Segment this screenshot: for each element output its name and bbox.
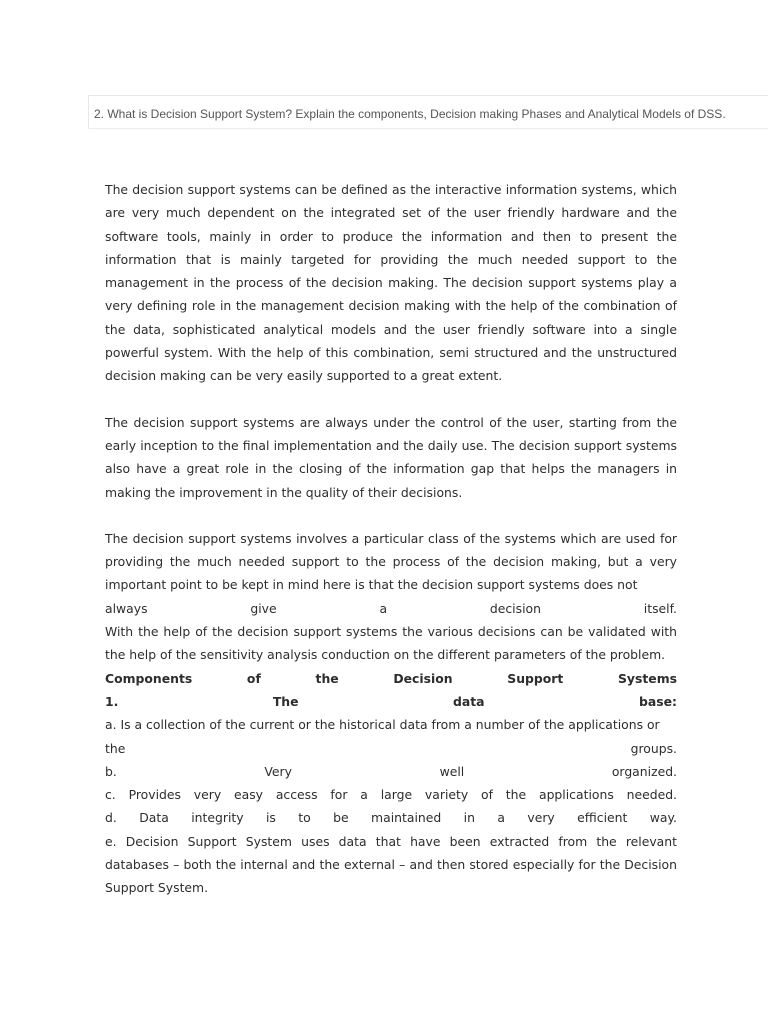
paragraph-user-control: The decision support systems are always under the control of the user, starting from the early inception to the final implementation and the daily use. The decision support systems also have a great role in the closing of the information gap that helps the managers in making the improvement in the quality of their decisions. xyxy=(105,414,677,500)
paragraph-class-of-systems: The decision support systems involves a particular class of the systems which are used for providing the much needed support to the process of the decision making, but a very important point to be kept in mind here is that the decision support systems does not xyxy=(105,530,677,593)
database-item-e: e. Decision Support System uses data that have been extracted from the relevant databases – both the internal and the external – and then stored especially for the Decision Support System. xyxy=(105,833,677,896)
database-item-a: a. Is a collection of the current or the historical data from a number of the applications or xyxy=(105,717,660,733)
components-heading: Components of the Decision Support Systems xyxy=(105,670,677,686)
paragraph-class-of-systems-end: always give a decision itself. xyxy=(105,600,677,616)
paragraph-spacer xyxy=(105,388,677,411)
question-heading: 2. What is Decision Support System? Explain the components, Decision making Phases and Analytical Models of DSS. xyxy=(88,95,768,129)
database-heading: 1. The data base: xyxy=(105,693,677,709)
database-item-c: c. Provides very easy access for a large variety of the applications needed. xyxy=(105,787,677,803)
database-item-d: d. Data integrity is to be maintained in a very efficient way. xyxy=(105,810,677,826)
document-body xyxy=(105,178,677,900)
paragraph-sensitivity-analysis: With the help of the decision support systems the various decisions can be validated with the help of the sensitivity analysis conduction on the different parameters of the problem. xyxy=(105,624,677,663)
paragraph-spacer xyxy=(105,504,677,527)
database-item-a-end: the groups. xyxy=(105,740,677,756)
database-item-b: b. Very well organized. xyxy=(105,763,677,779)
paragraph-definition: The decision support systems can be defined as the interactive information systems, which are very much dependent on the integrated set of the user friendly hardware and the software tools, mainly in order to produce the information and then to present the information that is mainly targeted for providing the much needed support to the management in the process of the decision making. The decision support systems play a very defining role in the management decision making with the help of the combination of the data, sophisticated analytical models and the user friendly software into a single powerful system. With the help of this combination, semi structured and the unstructured decision making can be very easily supported to a great extent. xyxy=(105,182,677,384)
